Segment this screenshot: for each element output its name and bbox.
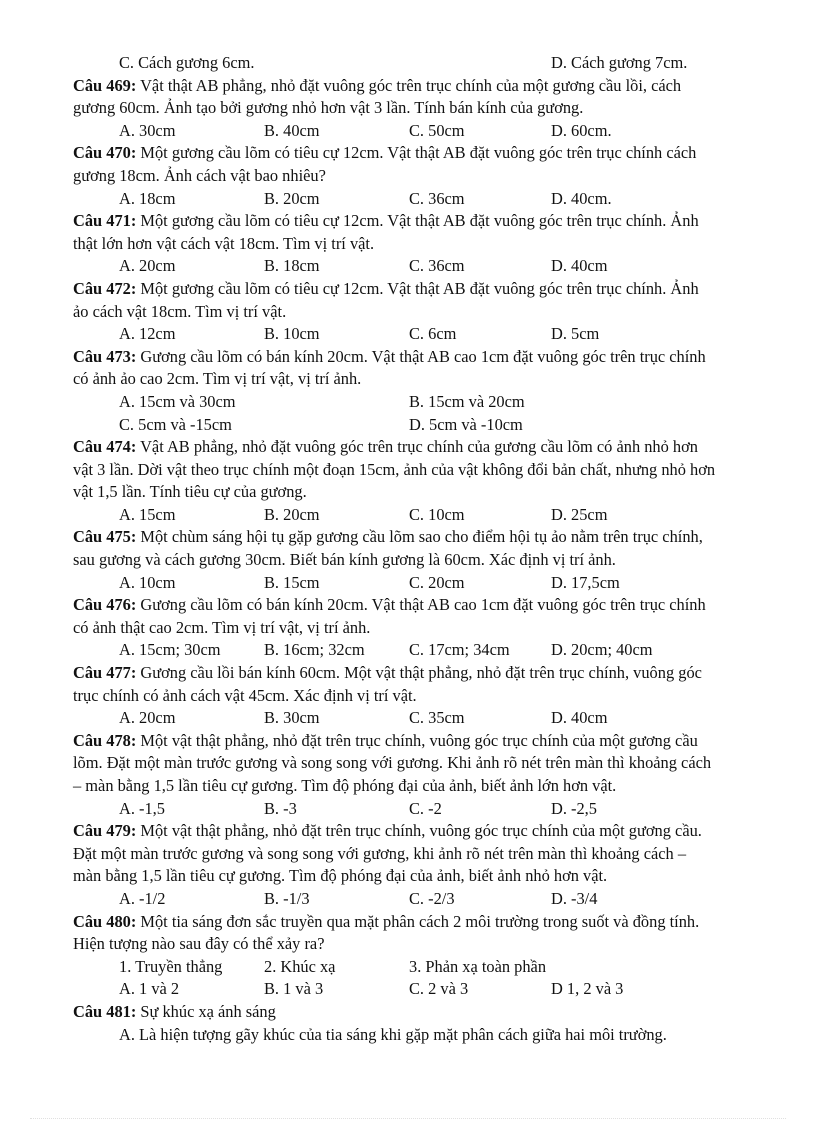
option-a: A. -1/2 <box>119 888 166 908</box>
options <box>119 978 803 1001</box>
option-a: A. 18cm <box>119 188 176 208</box>
option-c: C. -2 <box>409 798 442 818</box>
options <box>119 188 803 211</box>
option-d: D. 40cm <box>551 256 608 276</box>
option-d: D. Cách gương 7cm. <box>551 53 688 72</box>
question-text: ảo cách vật 18cm. Tìm vị trí vật. <box>73 301 287 321</box>
question-text: vật 1,5 lần. Tính tiêu cự của gương. <box>73 482 307 502</box>
option-a: A. 15cm và 30cm <box>119 391 236 411</box>
option-d: D. 17,5cm <box>551 572 620 592</box>
question-number: Câu 471: <box>73 211 137 231</box>
question-481 <box>73 1001 803 1046</box>
question-471 <box>73 210 803 278</box>
option-c: C. 5cm và -15cm <box>119 414 232 434</box>
question-number: Câu 479: <box>73 821 137 841</box>
option-d: D 1, 2 và 3 <box>551 979 624 999</box>
option-c: C. 10cm <box>409 504 465 524</box>
option-d: D. 25cm <box>551 504 608 524</box>
question-text: có ảnh ảo cao 2cm. Tìm vị trí vật, vị trí ảnh. <box>73 369 362 389</box>
question-number: Câu 476: <box>73 595 137 615</box>
question-number: Câu 478: <box>73 730 137 750</box>
option-d: D. 40cm <box>551 708 608 728</box>
options <box>119 572 803 595</box>
question-text: Một chùm sáng hội tụ gặp gương cầu lõm sao cho điểm hội tụ ảo nằm trên trục chính, <box>136 527 703 547</box>
option-b: B. 20cm <box>264 504 320 524</box>
question-text: màn bằng 1,5 lần tiêu cự gương. Tìm độ phóng đại của ảnh, biết ảnh nhỏ hơn vật. <box>73 866 608 886</box>
question-text: lõm. Đặt một màn trước gương và song song với gương. Khi ảnh rõ nét trên màn thì khoảng cách <box>73 753 712 773</box>
question-473 <box>73 346 803 436</box>
option-a: A. 15cm; 30cm <box>119 640 221 660</box>
option-b: B. 15cm và 20cm <box>409 391 525 411</box>
option-c: C. 36cm <box>409 188 465 208</box>
option-b: B. 10cm <box>264 324 320 344</box>
options <box>119 639 803 662</box>
question-text: Sự khúc xạ ánh sáng <box>136 1001 276 1021</box>
options <box>119 120 803 143</box>
options <box>119 391 803 414</box>
option-a: A. -1,5 <box>119 798 165 818</box>
option-a: A. 10cm <box>119 572 176 592</box>
option-b: B. -1/3 <box>264 888 310 908</box>
page-bottom-rule <box>30 1118 786 1119</box>
question-text: Gương cầu lồi bán kính 60cm. Một vật thật phẳng, nhỏ đặt trên trục chính, vuông góc <box>136 663 702 683</box>
question-476 <box>73 594 803 662</box>
option-b: B. 16cm; 32cm <box>264 640 365 660</box>
question-number: Câu 470: <box>73 143 137 163</box>
question-text: Vật AB phẳng, nhỏ đặt vuông góc trên trục chính của gương cầu lõm có ảnh nhỏ hơn <box>136 437 698 457</box>
option-a: A. 1 và 2 <box>119 979 180 999</box>
options <box>119 798 803 821</box>
question-text: Một gương cầu lõm có tiêu cự 12cm. Vật thật AB đặt vuông góc trên trục chính. Ảnh <box>136 278 699 298</box>
option-c: C. 36cm <box>409 256 465 276</box>
options <box>119 504 803 527</box>
question-text: có ảnh thật cao 2cm. Tìm vị trí vật, vị trí ảnh. <box>73 617 371 637</box>
question-number: Câu 472: <box>73 278 137 298</box>
question-number: Câu 475: <box>73 527 137 547</box>
question-477 <box>73 662 803 730</box>
option-d: D. 20cm; 40cm <box>551 640 653 660</box>
question-number: Câu 474: <box>73 437 137 457</box>
question-text: Một vật thật phẳng, nhỏ đặt trên trục chính, vuông góc trục chính của một gương cầu. <box>136 821 702 841</box>
option-b: B. 1 và 3 <box>264 979 324 999</box>
question-480 <box>73 911 803 1001</box>
document-page <box>73 52 803 1046</box>
statement-1: 1. Truyền thẳng <box>119 956 223 976</box>
option-d: D. 60cm. <box>551 120 612 140</box>
question-469 <box>73 75 803 143</box>
options <box>119 707 803 730</box>
option-c: C. -2/3 <box>409 888 455 908</box>
question-472 <box>73 278 803 346</box>
question-text: Một tia sáng đơn sắc truyền qua mặt phân cách 2 môi trường trong suốt và đồng tính. <box>136 911 700 931</box>
question-text: Một vật thật phẳng, nhỏ đặt trên trục chính, vuông góc trục chính của một gương cầu <box>136 730 698 750</box>
question-text: Hiện tượng nào sau đây có thể xảy ra? <box>73 934 325 954</box>
option-b: B. 30cm <box>264 708 320 728</box>
option-c: C. 35cm <box>409 708 465 728</box>
option-c: C. 20cm <box>409 572 465 592</box>
options <box>119 255 803 278</box>
question-475 <box>73 526 803 594</box>
statement-list <box>119 956 803 979</box>
option-b: B. 40cm <box>264 120 320 140</box>
options <box>119 1024 803 1047</box>
option-c: C. 6cm <box>409 324 457 344</box>
options <box>119 414 803 437</box>
question-479 <box>73 820 803 910</box>
question-text: Đặt một màn trước gương và song song với gương, khi ảnh rõ nét trên màn thì khoảng cách – <box>73 843 687 863</box>
question-474 <box>73 436 803 526</box>
options <box>119 888 803 911</box>
option-a: A. 12cm <box>119 324 176 344</box>
question-number: Câu 477: <box>73 663 137 683</box>
question-text: thật lớn hơn vật cách vật 18cm. Tìm vị trí vật. <box>73 233 375 253</box>
option-d: D. 5cm và -10cm <box>409 414 523 434</box>
question-number: Câu 469: <box>73 75 137 95</box>
question-number: Câu 473: <box>73 346 137 366</box>
option-c: C. Cách gương 6cm. <box>119 53 255 72</box>
question-number: Câu 480: <box>73 911 137 931</box>
question-text: gương 60cm. Ảnh tạo bởi gương nhỏ hơn vật 3 lần. Tính bán kính của gương. <box>73 98 584 118</box>
question-number: Câu 481: <box>73 1001 137 1021</box>
option-d: D. -3/4 <box>551 888 598 908</box>
question-text: Gương cầu lõm có bán kính 20cm. Vật thật AB cao 1cm đặt vuông góc trên trục chính <box>136 595 706 615</box>
question-470 <box>73 142 803 210</box>
option-c: C. 50cm <box>409 120 465 140</box>
question-text: gương 18cm. Ảnh cách vật bao nhiêu? <box>73 165 326 185</box>
option-c: C. 17cm; 34cm <box>409 640 510 660</box>
option-a: A. 30cm <box>119 120 176 140</box>
question-text: Gương cầu lõm có bán kính 20cm. Vật thật AB cao 1cm đặt vuông góc trên trục chính <box>136 346 706 366</box>
option-b: B. 18cm <box>264 256 320 276</box>
option-b: B. 15cm <box>264 572 320 592</box>
option-d: D. -2,5 <box>551 798 597 818</box>
option-a: A. 20cm <box>119 256 176 276</box>
option-a: A. 15cm <box>119 504 176 524</box>
option-a: A. Là hiện tượng gãy khúc của tia sáng khi gặp mặt phân cách giữa hai môi trường. <box>119 1024 667 1044</box>
statement-3: 3. Phản xạ toàn phần <box>409 956 547 976</box>
option-d: D. 5cm <box>551 324 600 344</box>
option-b: B. 20cm <box>264 188 320 208</box>
option-a: A. 20cm <box>119 708 176 728</box>
question-478 <box>73 730 803 820</box>
options <box>119 323 803 346</box>
question-text: vật 3 lần. Dời vật theo trục chính một đoạn 15cm, ảnh của vật không đổi bản chất, nhưng nhỏ hơn <box>73 459 716 479</box>
option-b: B. -3 <box>264 798 297 818</box>
carry-options <box>119 52 803 75</box>
option-c: C. 2 và 3 <box>409 979 469 999</box>
question-text: – màn bằng 1,5 lần tiêu cự gương. Tìm độ phóng đại của ảnh, biết ảnh lớn hơn vật. <box>73 776 617 795</box>
statement-2: 2. Khúc xạ <box>264 956 336 976</box>
question-text: sau gương và cách gương 30cm. Biết bán kính gương là 60cm. Xác định vị trí ảnh. <box>73 550 616 570</box>
question-text: Vật thật AB phẳng, nhỏ đặt vuông góc trên trục chính của một gương cầu lồi, cách <box>136 75 682 95</box>
question-text: Một gương cầu lõm có tiêu cự 12cm. Vật thật AB đặt vuông góc trên trục chính cách <box>136 143 697 163</box>
option-d: D. 40cm. <box>551 188 612 208</box>
question-text: Một gương cầu lõm có tiêu cự 12cm. Vật thật AB đặt vuông góc trên trục chính. Ảnh <box>136 211 699 231</box>
question-text: trục chính có ảnh cách vật 45cm. Xác định vị trí vật. <box>73 685 417 705</box>
